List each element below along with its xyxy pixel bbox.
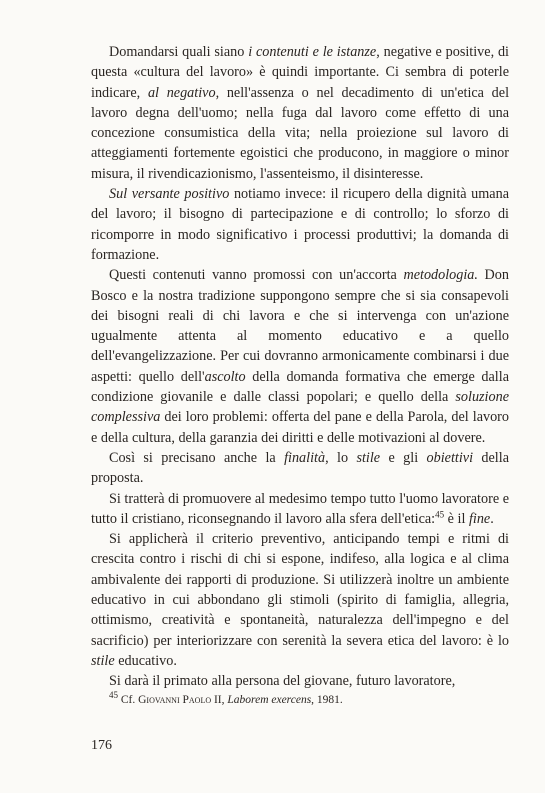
emphasized-text: fine [468, 510, 491, 527]
paragraph [91, 42, 509, 184]
text-run: educativo. [114, 652, 177, 669]
page-number: 176 [91, 738, 112, 753]
text-run: notiamo invece: il ricupero della dignità umana del lavoro; il bisogno di partecipazione e di controllo; lo sforzo di ricomporre in modo significativo i processi produttivi; la domanda di formazione. [91, 186, 509, 263]
text-run: Si applicherà il criterio preventivo, anticipando tempi e ritmi di crescita contro i rischi di chi si espone, indifeso, alla logica e al clima ambivalente dei rapporti di produzione. Si utilizzerà inoltre un ambiente educativo in cui abbondano gli stimoli (spirito di famiglia, allegria, ottimismo, creatività e spontaneità, naturalezza dell'impegno e del sacrificio) per interiorizzare con serenità la severa etica del lavoro: è lo [91, 531, 509, 649]
footnote-number: 45 [109, 690, 118, 701]
footnote-separator: , [221, 694, 228, 706]
text-run: Si darà il primato alla persona del giovane, futuro lavoratore, [109, 673, 456, 690]
text-run: , negative e positive, di questa «cultura del lavoro» è quindi importante. Ci sembra di poterle indicare, [91, 44, 509, 101]
text-run: Domandarsi quali siano [109, 44, 249, 60]
emphasized-text: al negativo [147, 84, 216, 101]
text-run: Si tratterà di promuovere al medesimo tempo tutto l'uomo lavoratore e tutto il cristiano, riconsegnando il lavoro alla sfera dell'etica: [91, 490, 509, 527]
footnote-work-title: Laborem exercens [227, 694, 312, 706]
footnote-prefix: Cf. [120, 694, 139, 706]
text-run: della proposta. [91, 449, 509, 487]
text-run: è il [444, 510, 469, 527]
emphasized-text: stile [91, 652, 115, 669]
text-run: dei loro problemi: offerta del pane e della Parola, del lavoro e della cultura, della garanzia dei diritti e delle motivazioni al dovere. [91, 409, 509, 446]
emphasized-text: stile [356, 449, 381, 466]
emphasized-text: Sul versante positivo [109, 186, 230, 203]
emphasized-text: ascolto [204, 368, 246, 385]
body-text [91, 42, 509, 692]
text-run: Così si precisano anche la [109, 449, 285, 466]
paragraph [91, 489, 509, 530]
text-run: e gli [380, 449, 427, 466]
text-run: Don Bosco e la nostra tradizione suppongono sempre che si sia consapevoli dei bisogni reali di chi lavora e che si intervenga con un'azione ugualmente attenta al momento educativo e a quello dell'evangelizzazione. Per cui dovranno armonicamente combinarsi i due aspetti: quello dell' [91, 267, 509, 385]
paragraph [91, 671, 509, 691]
footnote-suffix: , 1981. [311, 694, 343, 706]
paragraph [91, 448, 509, 489]
emphasized-text: i contenuti e le istanze [248, 44, 377, 60]
emphasized-text: obiettivi [426, 449, 474, 466]
paragraph [91, 265, 509, 448]
paragraph [91, 529, 509, 671]
text-run: della domanda formativa che emerge dalla condizione giovanile e dalle classi popolari; e quello della [91, 368, 509, 406]
text-run: . [490, 510, 494, 527]
footnote-45 [109, 690, 509, 707]
emphasized-text: soluzione complessiva [91, 389, 509, 426]
paragraph [91, 184, 509, 265]
emphasized-text: finalità [284, 449, 326, 466]
text-run: Questi contenuti vanno promossi con un'accorta [109, 267, 404, 284]
text-run: , lo [325, 449, 357, 466]
footnote-reference: 45 [435, 509, 445, 520]
footnote-author: Giovanni Paolo II [138, 694, 222, 706]
emphasized-text: metodologia. [403, 267, 478, 284]
text-run: , nell'assenza o nel decadimento di un'etica del lavoro degna dell'uomo; nella fuga dal lavoro come effetto di una concezione consumistica della vita; nella proiezione sul lavoro di atteggiamenti fortemente egoistici che producono, in maggiore o minor misura, il rivendicazionismo, l'assenteismo, il disinteresse. [91, 84, 510, 182]
